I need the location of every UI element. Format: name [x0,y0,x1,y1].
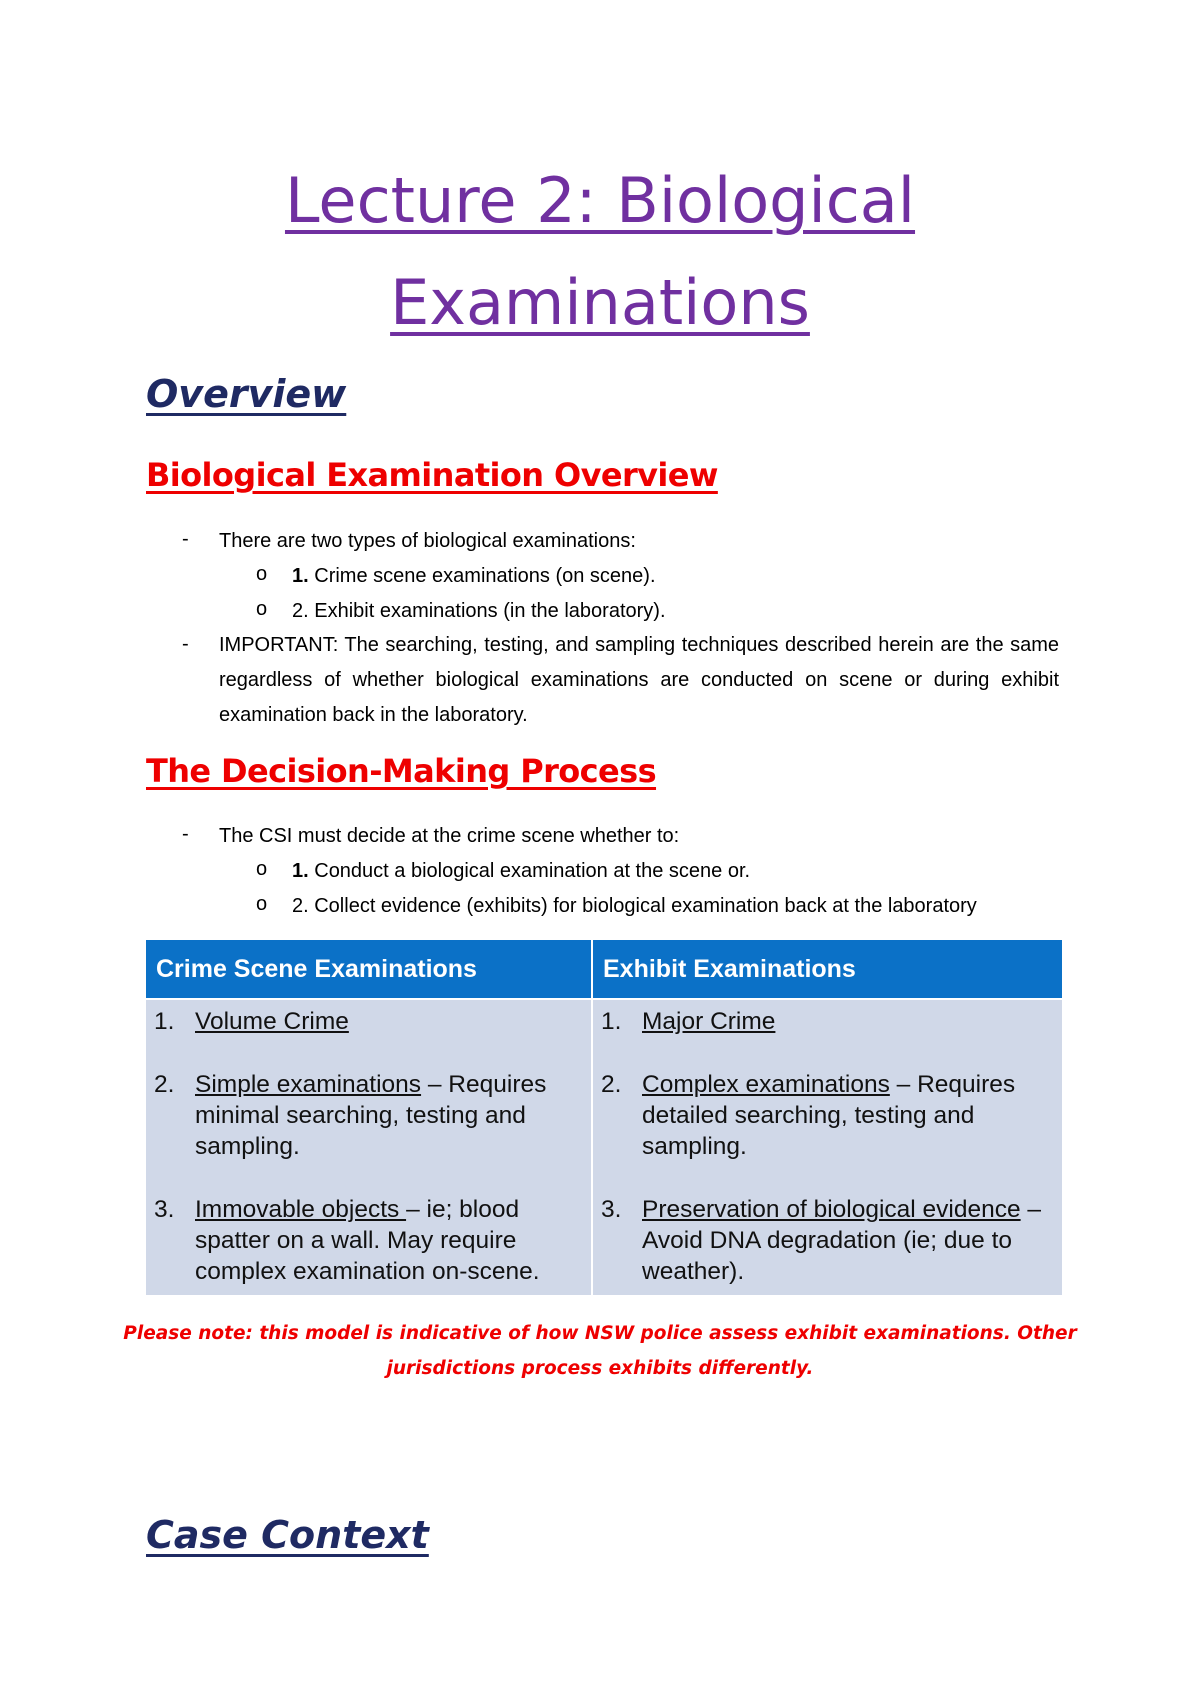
sub-bullet-number: 1. [292,860,309,882]
section-heading-decision-making: The Decision-Making Process [146,752,657,790]
item-text [642,1069,1054,1162]
item-number: 3. [154,1196,175,1223]
table-row [146,999,1063,1295]
item-rest: – Requires minimal searching, testing and sampling. [195,1071,547,1160]
page-title [0,150,1200,354]
title-line-1: Lecture 2: Biological [284,164,916,237]
column-header-exhibit: Exhibit Examinations [592,940,1063,999]
item-text [642,1194,1054,1287]
item-term: Immovable objects [195,1196,407,1223]
sub-bullet-rest: Conduct a biological examination at the scene or. [308,860,751,882]
section-heading-biological-overview: Biological Examination Overview [146,456,718,494]
column-header-crime-scene: Crime Scene Examinations [146,940,592,999]
item-term: Preservation of biological evidence [642,1196,1021,1223]
item-number: 2. [154,1071,175,1098]
list-item [601,1194,1054,1287]
note-line-1: Please note: this model is indicative of how NSW police assess exhibit examinations. Other [123,1323,1077,1344]
overview-heading: Overview [146,372,347,416]
sub-bullet-circle: o [256,858,268,880]
sub-bullet-text [292,858,750,884]
sub-bullet-text: 2. Exhibit examinations (in the laboratory). [292,600,666,622]
sub-bullet-rest: Crime scene examinations (on scene). [308,565,656,587]
item-number: 2. [601,1071,622,1098]
item-rest: – ie; blood spatter on a wall. May require complex examination on-scene. [195,1196,540,1285]
item-text [195,1194,583,1287]
list-item [154,1069,583,1162]
item-text [195,1006,349,1037]
item-rest: – Requires detailed searching, testing and sampling. [642,1071,1016,1160]
jurisdiction-note [120,1316,1080,1386]
sub-bullet-circle: o [256,598,268,620]
crime-scene-cell [146,999,592,1295]
item-text [642,1006,775,1037]
bullet-dash: - [182,823,189,845]
sub-bullet-circle: o [256,893,268,915]
important-paragraph: IMPORTANT: The searching, testing, and sampling techniques described herein are the same regardless of whether biological examinations are conducted on scene or during exhibit examination back in the laboratory. [219,634,1059,726]
sub-bullet-text: 2. Collect evidence (exhibits) for biological examination back at the laboratory [292,895,977,917]
title-line-2: Examinations [390,266,810,339]
sub-bullet-text [292,563,656,589]
case-context-heading: Case Context [146,1513,429,1557]
bullet-text: There are two types of biological examinations: [219,530,636,552]
note-line-2: jurisdictions process exhibits differently. [386,1358,814,1379]
examinations-table [146,940,1064,1295]
item-number: 3. [601,1196,622,1223]
item-term: Simple examinations [195,1071,422,1098]
item-term: Complex examinations [642,1071,890,1098]
table-header-row [146,940,1063,999]
list-item [601,1069,1054,1162]
item-rest: – Avoid DNA degradation (ie; due to weather). [642,1196,1042,1285]
item-term: Volume Crime [195,1008,349,1035]
exhibit-cell [592,999,1063,1295]
item-text [195,1069,583,1162]
list-item [601,1006,1054,1037]
item-number: 1. [154,1008,175,1035]
sub-bullet-circle: o [256,563,268,585]
bullet-text: The CSI must decide at the crime scene whether to: [219,825,680,847]
bullet-dash: - [182,633,189,655]
list-item [154,1194,583,1287]
list-item [154,1006,583,1037]
sub-bullet-number: 1. [292,565,309,587]
bullet-dash: - [182,528,189,550]
item-number: 1. [601,1008,622,1035]
item-term: Major Crime [642,1008,776,1035]
